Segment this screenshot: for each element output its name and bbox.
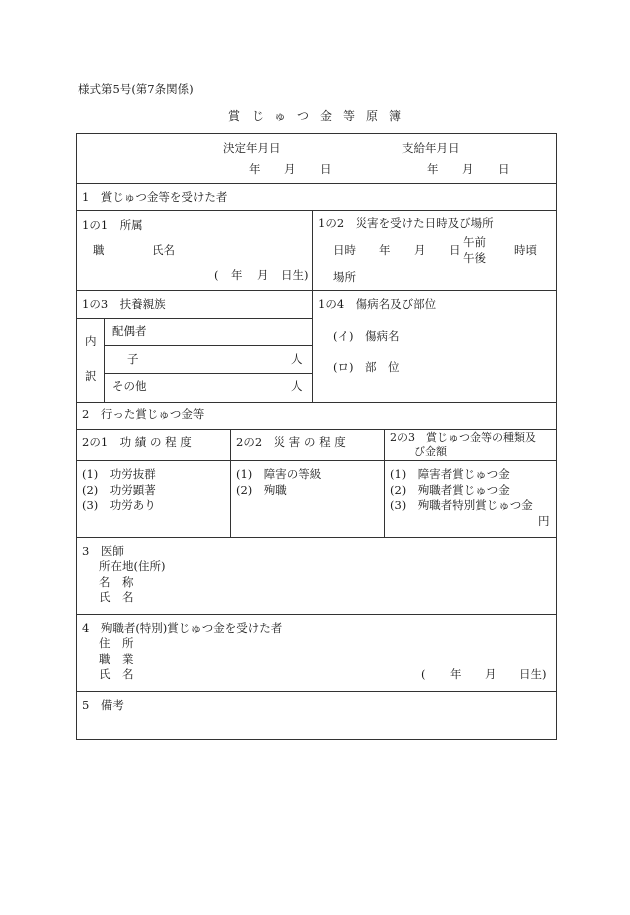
award-type-item: (3) 殉職者特別賞じゅつ金 [390, 498, 533, 512]
award-type-column-title: 2の3 賞じゅつ金等の種類及 [390, 431, 536, 444]
title-char: じ [252, 109, 265, 123]
recipient-birth-month: 月 [485, 667, 497, 681]
birth-month: 月 [257, 268, 269, 282]
merit-item: (1) 功労抜群 [82, 467, 156, 481]
yen-unit: 円 [538, 514, 550, 528]
merit-item: (3) 功労あり [82, 498, 156, 512]
injury-name-label: (イ) 傷病名 [333, 329, 400, 343]
injury-section-label: 1の4 傷病名及び部位 [318, 297, 437, 311]
payment-date-label: 支給年月日 [402, 141, 460, 155]
disaster-year: 年 [379, 243, 391, 257]
doctor-address-label: 所在地(住所) [99, 559, 166, 573]
birth-year: 年 [231, 268, 243, 282]
rank-label: 職 [93, 243, 105, 257]
recipient-birth-day: 日生) [519, 667, 547, 681]
place-label: 場所 [333, 270, 356, 284]
divider [76, 402, 557, 403]
dependents-label: 1の3 扶養親族 [82, 297, 166, 311]
divider [76, 614, 557, 615]
title-char: つ [297, 109, 310, 123]
divider [384, 429, 385, 537]
title-char: 等 [343, 109, 356, 123]
payment-day: 日 [498, 162, 510, 176]
title-char: 簿 [389, 109, 402, 123]
divider [76, 537, 557, 538]
section2-heading: 2 行った賞じゅつ金等 [82, 407, 205, 421]
payment-month: 月 [462, 162, 474, 176]
pm-label: 午後 [463, 251, 486, 265]
name-label: 氏名 [152, 243, 175, 257]
recipient-occupation-label: 職 業 [99, 652, 134, 666]
disaster-label: 1の2 災害を受けた日時及び場所 [318, 216, 494, 230]
divider [76, 691, 557, 692]
merit-column-title: 2の1 功 績 の 程 度 [82, 435, 192, 449]
recipient-birth-open: ( [421, 667, 426, 681]
section1-heading: 1 賞じゅつ金等を受けた者 [82, 190, 228, 204]
am-label: 午前 [463, 235, 486, 249]
section3-heading: 3 医師 [82, 544, 124, 558]
birth-day: 日生) [281, 268, 309, 282]
payment-year: 年 [427, 162, 439, 176]
title-char: ゅ [274, 109, 287, 123]
time-label: 時頃 [514, 243, 537, 257]
doctor-name-label: 氏 名 [99, 590, 134, 604]
section5-heading: 5 備考 [82, 698, 124, 712]
divider [76, 318, 312, 319]
title-char: 金 [320, 109, 333, 123]
disaster-degree-item: (2) 殉職 [236, 483, 287, 497]
divider [104, 318, 105, 402]
divider [76, 210, 557, 211]
award-type-item: (2) 殉職者賞じゅつ金 [390, 483, 510, 497]
recipient-address-label: 住 所 [99, 636, 134, 650]
divider [76, 429, 557, 430]
recipient-birth-year: 年 [450, 667, 462, 681]
divider [312, 210, 313, 402]
title-char: 原 [366, 109, 379, 123]
child-unit: 人 [291, 352, 303, 366]
disaster-month: 月 [414, 243, 426, 257]
breakdown-label-top: 内 [85, 334, 97, 348]
divider [76, 183, 557, 184]
divider [76, 290, 557, 291]
decision-year: 年 [249, 162, 261, 176]
award-type-item: (1) 障害者賞じゅつ金 [390, 467, 510, 481]
section4-heading: 4 殉職者(特別)賞じゅつ金を受けた者 [82, 621, 283, 635]
breakdown-label-bottom: 訳 [85, 369, 97, 383]
child-label: 子 [127, 352, 139, 366]
award-type-column-title-cont: び金額 [414, 445, 447, 458]
spouse-label: 配偶者 [112, 324, 147, 338]
divider [230, 429, 231, 537]
decision-date-label: 決定年月日 [223, 141, 281, 155]
other-label: その他 [112, 379, 147, 393]
birth-open: ( [214, 268, 219, 282]
divider [76, 460, 557, 461]
disaster-day: 日 [449, 243, 461, 257]
other-unit: 人 [291, 379, 303, 393]
recipient-name-label: 氏 名 [99, 667, 134, 681]
injury-part-label: (ロ) 部 位 [333, 360, 400, 374]
title-char: 賞 [228, 109, 241, 123]
disaster-degree-column-title: 2の2 災 害 の 程 度 [236, 435, 346, 449]
doctor-facility-label: 名 称 [99, 575, 134, 589]
affiliation-label: 1の1 所属 [82, 218, 143, 232]
merit-item: (2) 功労顕著 [82, 483, 156, 497]
decision-month: 月 [284, 162, 296, 176]
divider [104, 345, 312, 346]
divider [104, 373, 312, 374]
decision-day: 日 [320, 162, 332, 176]
form-number: 様式第5号(第7条関係) [78, 82, 194, 96]
datetime-label: 日時 [333, 243, 356, 257]
disaster-degree-item: (1) 障害の等級 [236, 467, 322, 481]
